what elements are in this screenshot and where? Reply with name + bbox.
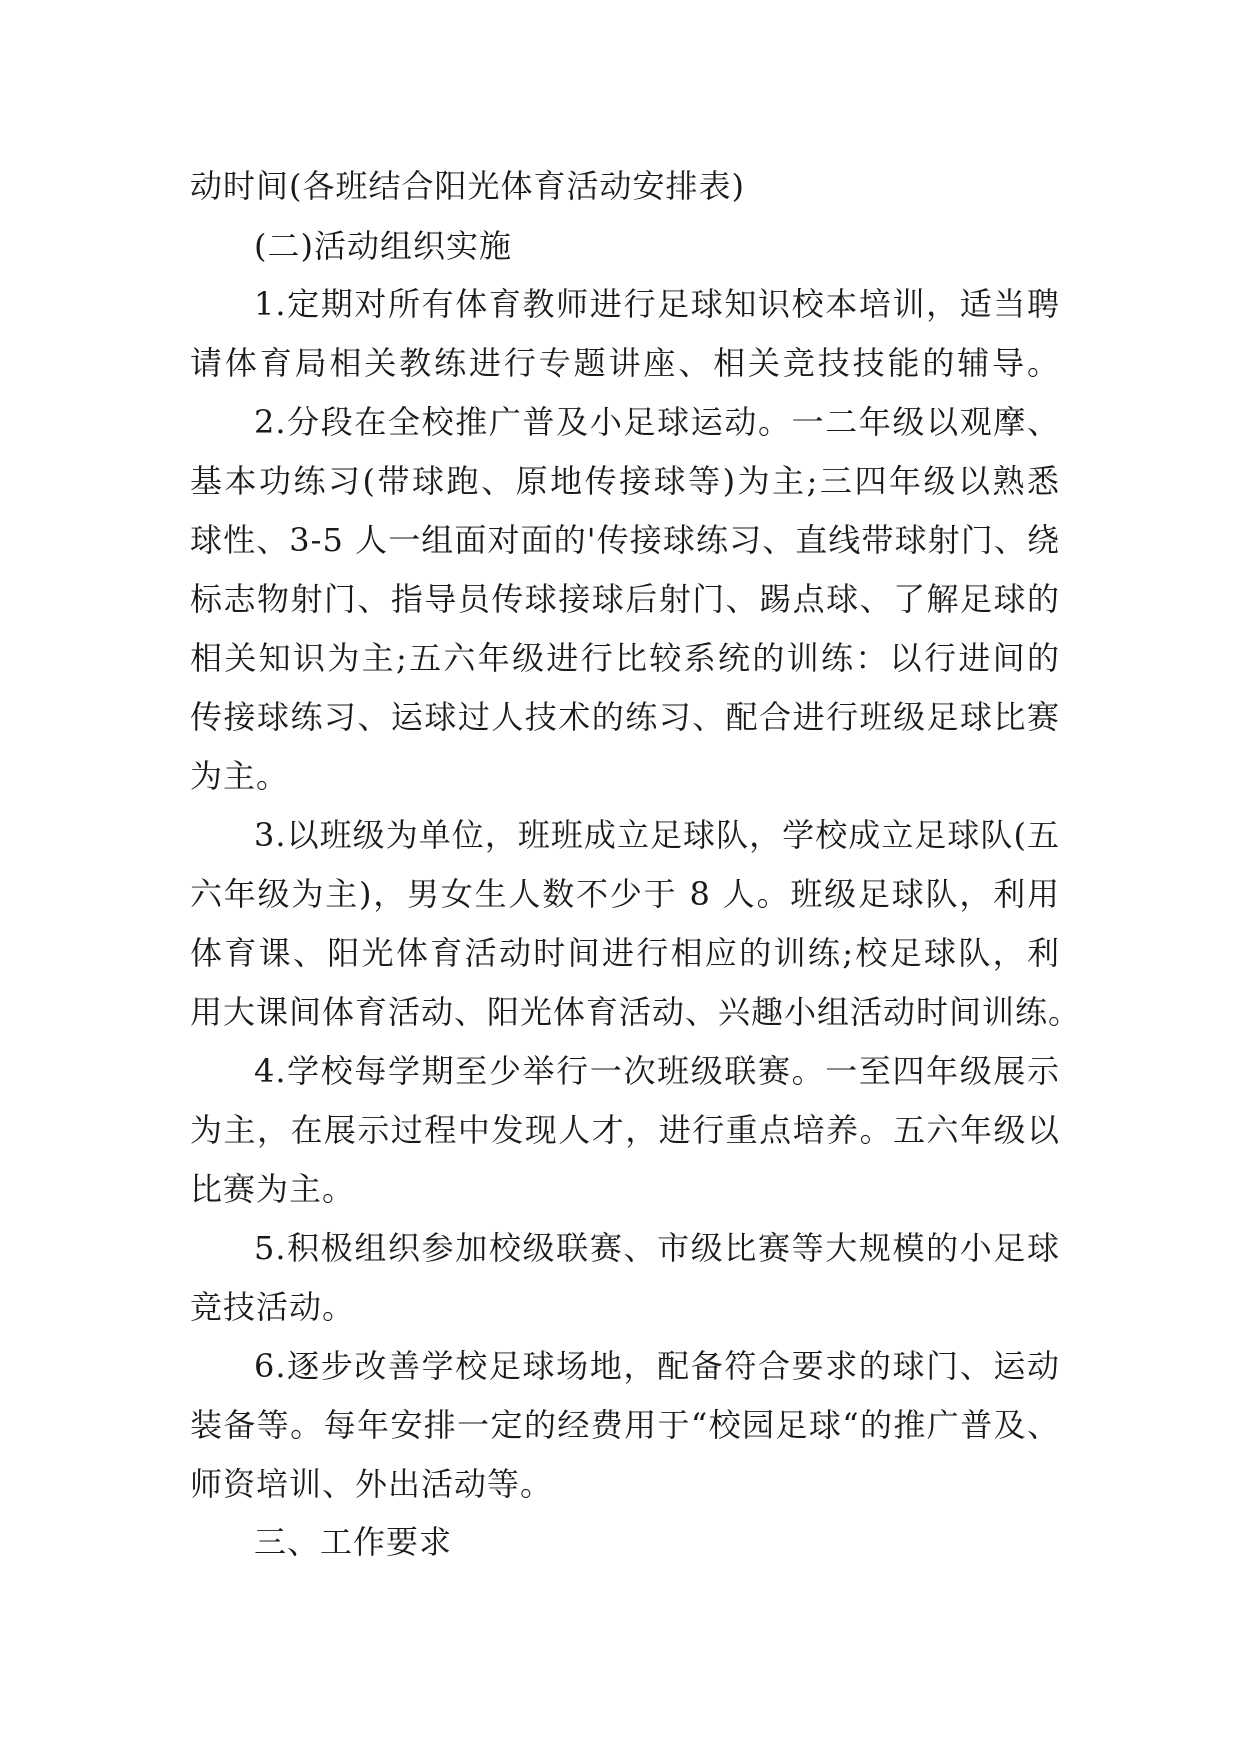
text-line: 比赛为主。 [190, 1170, 356, 1208]
text-line: 装备等。每年安排一定的经费用于“校园足球“的推广普及、 [190, 1406, 1060, 1444]
text-line: 请体育局相关教练进行专题讲座、相关竞技技能的辅导。 [190, 344, 1060, 382]
text-line: 传接球练习、运球过人技术的练习、配合进行班级足球比赛 [190, 698, 1060, 736]
text-line: 球性、3-5 人一组面对面的'传接球练习、直线带球射门、绕 [190, 521, 1060, 559]
text-line: 1.定期对所有体育教师进行足球知识校本培训，适当聘 [254, 285, 1060, 323]
text-line: 3.以班级为单位，班班成立足球队，学校成立足球队(五 [254, 816, 1060, 854]
text-line: 4.学校每学期至少举行一次班级联赛。一至四年级展示 [254, 1052, 1060, 1090]
text-line: 竞技活动。 [190, 1288, 356, 1326]
text-line: 5.积极组织参加校级联赛、市级比赛等大规模的小足球 [254, 1229, 1060, 1267]
text-line: 2.分段在全校推广普及小足球运动。一二年级以观摩、 [254, 403, 1060, 441]
section-heading: (二)活动组织实施 [254, 227, 512, 265]
text-line: 相关知识为主;五六年级进行比较系统的训练：以行进间的 [190, 639, 1060, 677]
text-line: 师资培训、外出活动等。 [190, 1465, 554, 1503]
text-line: 标志物射门、指导员传球接球后射门、踢点球、了解足球的 [190, 580, 1060, 618]
text-line: 六年级为主)，男女生人数不少于 8 人。班级足球队，利用 [190, 875, 1060, 913]
text-line: 为主，在展示过程中发现人才，进行重点培养。五六年级以 [190, 1111, 1060, 1149]
text-line: 用大课间体育活动、阳光体育活动、兴趣小组活动时间训练。 [190, 993, 1082, 1031]
text-line: 6.逐步改善学校足球场地，配备符合要求的球门、运动 [254, 1347, 1060, 1385]
text-line: 为主。 [190, 757, 290, 795]
text-line: 动时间(各班结合阳光体育活动安排表) [190, 167, 745, 205]
text-line: 体育课、阳光体育活动时间进行相应的训练;校足球队，利 [190, 934, 1060, 972]
text-line: 基本功练习(带球跑、原地传接球等)为主;三四年级以熟悉 [190, 462, 1060, 500]
section-heading: 三、工作要求 [254, 1523, 453, 1561]
